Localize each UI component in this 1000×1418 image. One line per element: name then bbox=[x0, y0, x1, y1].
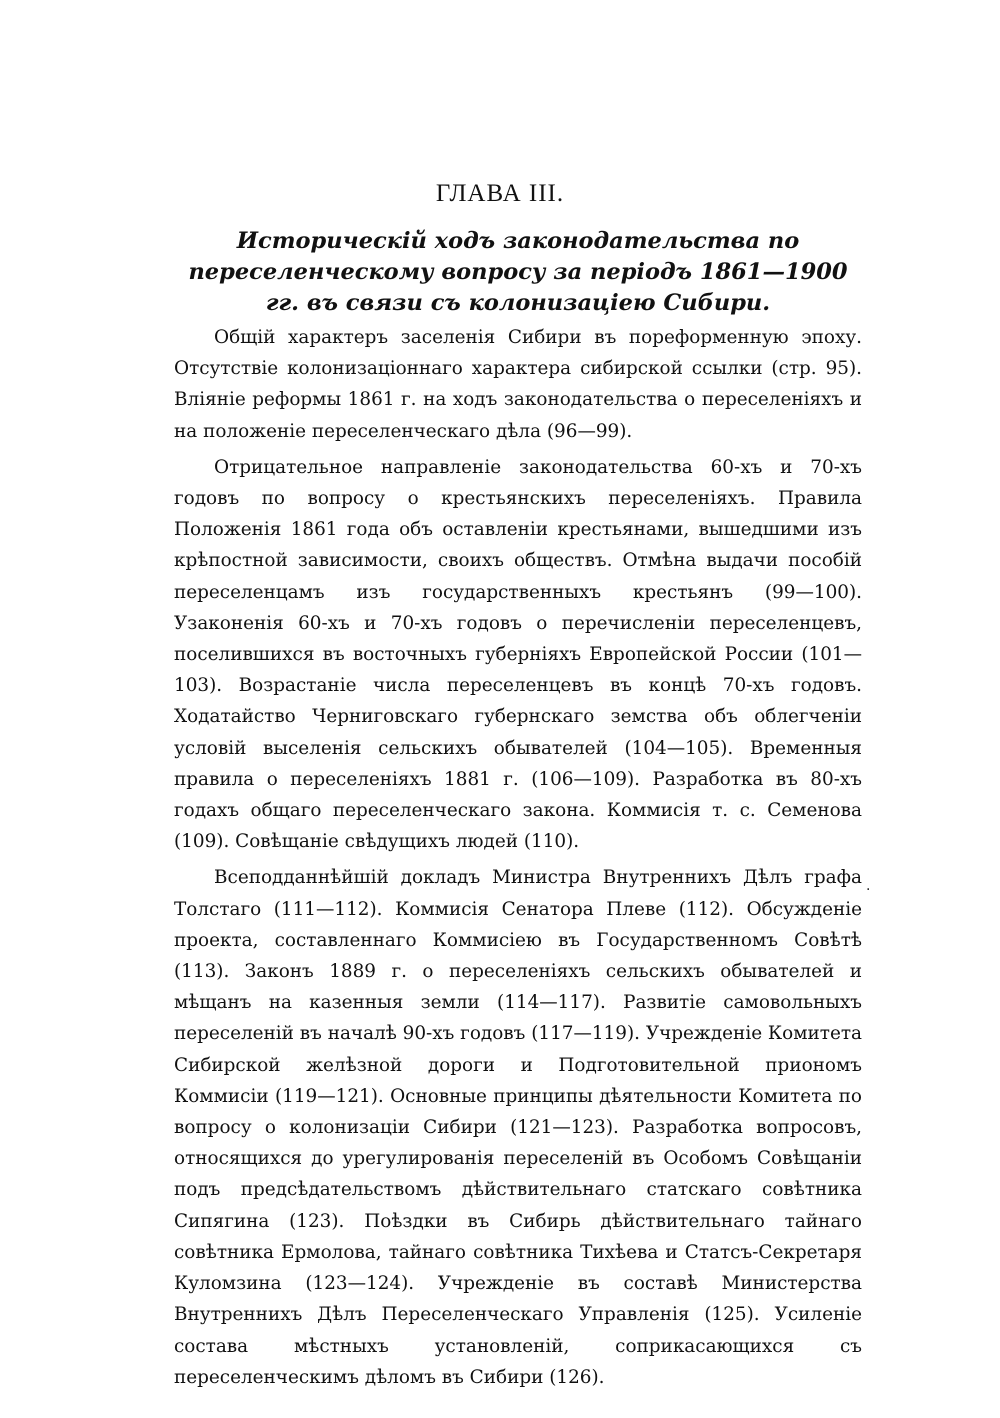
summary-paragraph: Общій характеръ заселенія Сибири въ пореформенную эпоху. Отсутствіе колонизаціоннаго характера сибирской ссылки (стр. 95). Вліяніе реформы 1861 г. на ходъ законодательства о переселеніяхъ и на положеніе переселенческаго дѣла (96—99). bbox=[174, 327, 862, 442]
margin-mark: · bbox=[866, 882, 871, 898]
chapter-label: ГЛАВА III. bbox=[435, 180, 565, 207]
summary-paragraph: Отрицательное направленіе законодательства 60-хъ и 70-хъ годовъ по вопросу о крестьянскихъ переселеніяхъ. Правила Положенія 1861 года объ оставленіи крестьянами, вышедшими изъ крѣпостной зависимости, своихъ обществъ. Отмѣна выдачи пособій переселенцамъ изъ государственныхъ крестьянъ (99—100). Узаконенія 60-хъ и 70-хъ годовъ о перечисленіи переселенцевъ, поселившихся въ восточныхъ губерніяхъ Европейской России (101—103). Возрастаніе числа переселенцевъ въ концѣ 70-хъ годовъ. Ходатайство Черниговскаго губернскаго земства объ облегченіи условій выселенія сельскихъ обывателей (104—105). Временныя правила о переселеніяхъ 1881 г. (106—109). Разработка въ 80-хъ годахъ общаго переселенческаго закона. Коммисія т. с. Семенова (109). Совѣщаніе свѣдущихъ людей (110). bbox=[174, 456, 862, 853]
chapter-summary bbox=[174, 322, 862, 1393]
summary-paragraph: Всеподданнѣйшій докладъ Министра Внутреннихъ Дѣлъ графа Толстаго (111—112). Коммисія Сенатора Плеве (112). Обсужденіе проекта, составленнаго Коммисіею въ Государственномъ Совѣтѣ (113). Законъ 1889 г. о переселеніяхъ сельскихъ обывателей и мѣщанъ на казенныя земли (114—117). Развитіе самовольныхъ переселеній въ началѣ 90-хъ годовъ (117—119). Учрежденіе Комитета Сибирской желѣзной дороги и Подготовительной приономъ Коммисіи (119—121). Основные принципы дѣятельности Комитета по вопросу о колонизаціи Сибири (121—123). Разработка вопросовъ, относящихся до урегулированія переселеній въ Особомъ Совѣщаніи подъ предсѣдательствомъ дѣйствительнаго статскаго совѣтника Сипягина (123). Поѣздки въ Сибирь дѣйствительнаго тайнаго совѣтника Ермолова, тайнаго совѣтника Тихѣева и Статсъ-Секретаря Куломзина (123—124). Учрежденіе въ составѣ Министерства Внутреннихъ Дѣлъ Переселенческаго Управленія (125). Усиленіе состава мѣстныхъ установленій, соприкасающихся съ переселенческимъ дѣломъ въ Сибири (126). bbox=[174, 867, 862, 1388]
chapter-title: Историческій ходъ законодательства по переселенческому вопросу за періодъ 1861—1900 гг. въ связи съ колонизаціею Сибири. bbox=[188, 228, 848, 316]
